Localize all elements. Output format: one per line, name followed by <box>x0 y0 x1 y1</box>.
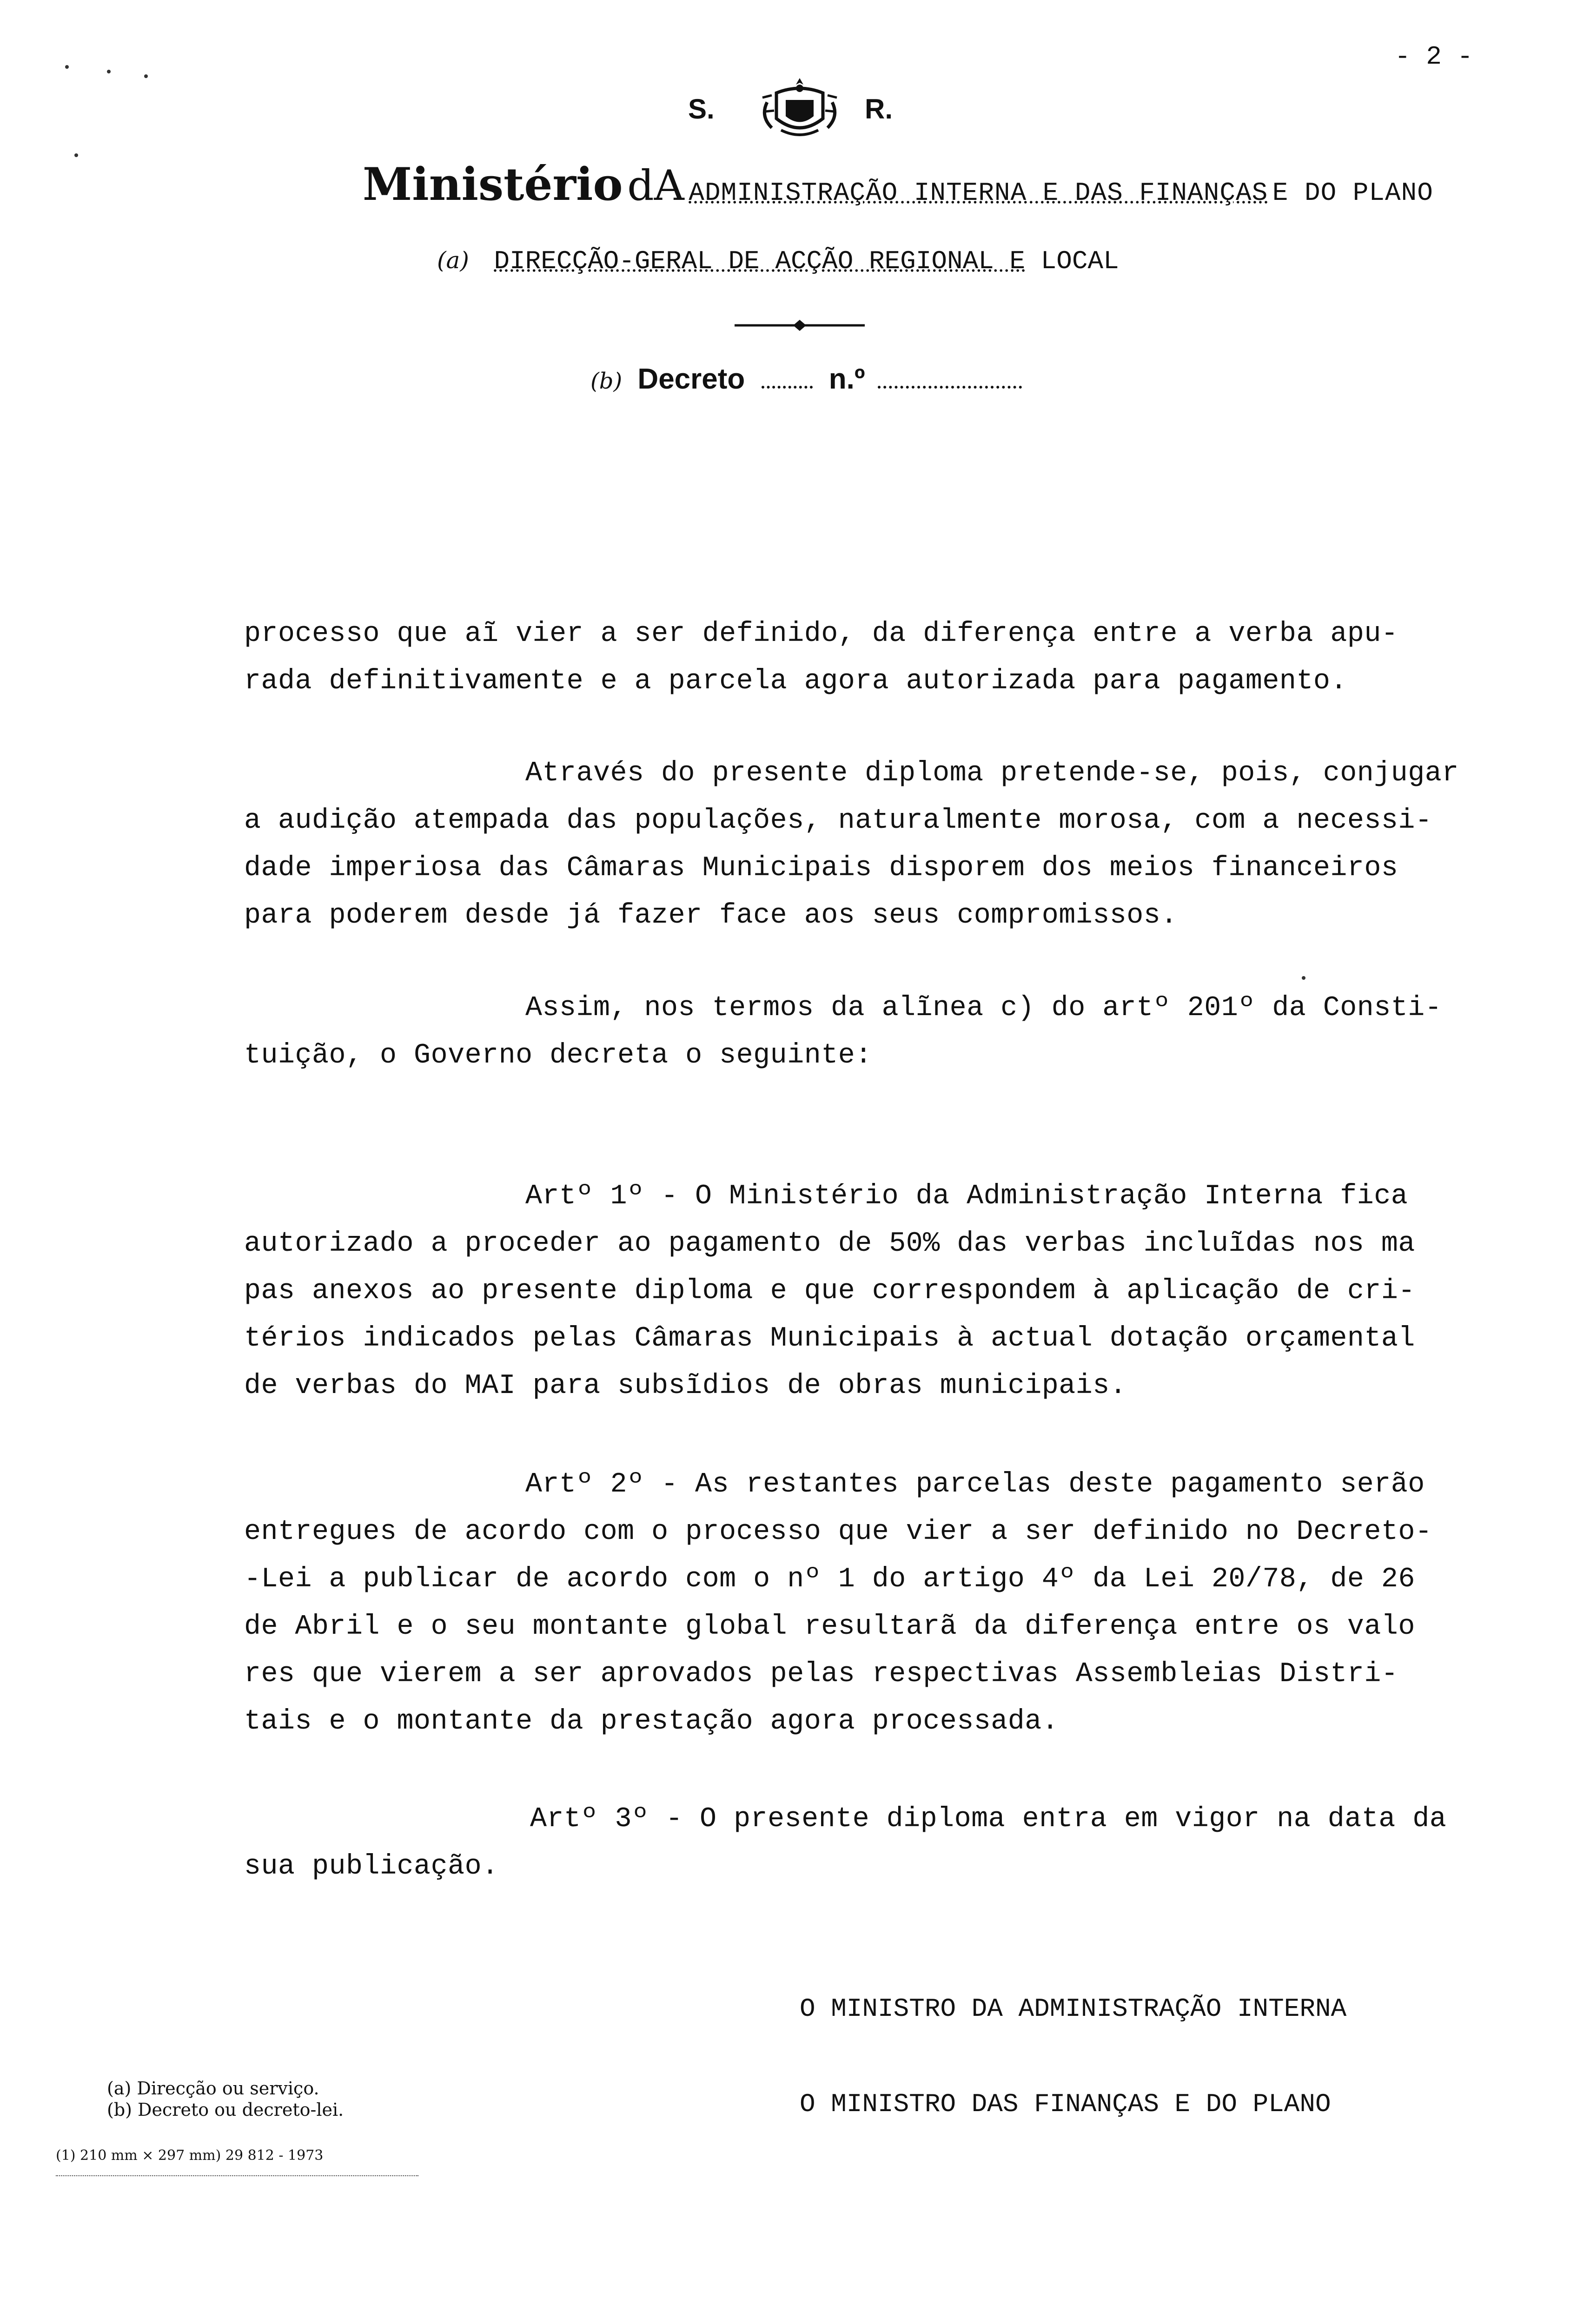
decree-number-label: n.º <box>828 363 865 395</box>
scan-speck <box>65 65 69 69</box>
body-line: de Abril e o seu montante global resultarã da diferença entre os valo <box>244 1611 1415 1643</box>
letterhead-r: R. <box>865 93 893 125</box>
page-number: - 2 - <box>1395 42 1473 72</box>
decree-line <box>590 363 1022 396</box>
body-line: autorizado a proceder ao pagamento de 50% das verbas incluĩdas nos ma <box>244 1228 1415 1260</box>
body-line: -Lei a publicar de acordo com o nº 1 do artigo 4º da Lei 20/78, de 26 <box>244 1564 1415 1595</box>
body-line: tuição, o Governo decreta o seguinte: <box>244 1040 872 1071</box>
ministry-name-tail: E DO PLANO <box>1272 178 1433 208</box>
decree-number-blank <box>878 386 1022 389</box>
signature-minister-internal-administration: O MINISTRO DA ADMINISTRAÇÃO INTERNA <box>800 1994 1347 2024</box>
body-line: Através do presente diploma pretende-se, pois, conjugar <box>525 758 1459 789</box>
decree-label: (b) <box>590 368 623 394</box>
body-line: tais e o montante da prestação agora processada. <box>244 1706 1059 1737</box>
body-line: a audição atempada das populações, naturalmente morosa, com a necessi- <box>244 805 1432 837</box>
direction-name: DIRECÇÃO-GERAL DE ACÇÃO REGIONAL E <box>494 246 1026 276</box>
print-mark: (1) 210 mm × 297 mm) 29 812 - 1973 <box>56 2147 324 2164</box>
scan-speck <box>1302 976 1305 980</box>
body-line: pas anexos ao presente diploma e que correspondem à aplicação de cri- <box>244 1275 1415 1307</box>
article-3-line: Artº 3º - O presente diploma entra em vigor na data da <box>530 1803 1447 1835</box>
ministry-heading <box>363 158 1433 211</box>
direction-heading <box>437 246 1119 276</box>
ministry-word: Ministério <box>363 158 623 211</box>
body-line: para poderem desde já fazer face aos seus compromissos. <box>244 900 1178 931</box>
body-line: dade imperiosa das Câmaras Municipais disporem dos meios financeiros <box>244 852 1398 884</box>
print-rule <box>56 2175 418 2176</box>
scan-speck <box>144 74 148 78</box>
body-line: sua publicação. <box>244 1851 499 1882</box>
footnotes <box>107 2078 344 2120</box>
body-line: Assim, nos termos da alĩnea c) do artº 201º da Consti- <box>525 992 1442 1024</box>
ornament-divider <box>725 316 874 335</box>
scan-speck <box>107 70 111 73</box>
body-line: de verbas do MAI para subsĩdios de obras municipais. <box>244 1370 1127 1402</box>
body-line: entregues de acordo com o processo que vier a ser definido no Decreto- <box>244 1516 1432 1548</box>
body-line: processo que aĩ vier a ser definido, da diferença entre a verba apu- <box>244 618 1398 650</box>
article-1-line: Artº 1º - O Ministério da Administração Interna fica <box>525 1181 1408 1212</box>
scan-speck <box>74 153 78 157</box>
ministry-name: ADMINISTRAÇÃO INTERNA E DAS FINANÇAS <box>689 178 1268 208</box>
letterhead <box>688 74 907 139</box>
body-line: res que vierem a ser aprovados pelas respectivas Assembleias Distri- <box>244 1658 1398 1690</box>
direction-label: (a) <box>437 247 469 274</box>
decree-word: Decreto <box>637 363 745 395</box>
letterhead-s: S. <box>688 93 715 125</box>
body-line: térios indicados pelas Câmaras Municipais à actual dotação orçamental <box>244 1323 1415 1354</box>
decree-blank <box>762 386 813 389</box>
signature-minister-finance-planning: O MINISTRO DAS FINANÇAS E DO PLANO <box>800 2089 1331 2119</box>
footnote-a: (a) Direcção ou serviço. <box>107 2078 319 2099</box>
ministry-da: dA <box>627 161 684 210</box>
article-2-line: Artº 2º - As restantes parcelas deste pagamento serão <box>525 1469 1425 1500</box>
direction-name-tail: LOCAL <box>1040 246 1119 276</box>
footnote-b: (b) Decreto ou decreto-lei. <box>107 2100 344 2120</box>
coat-of-arms-emblem <box>753 74 846 139</box>
body-line: rada definitivamente e a parcela agora autorizada para pagamento. <box>244 666 1347 697</box>
